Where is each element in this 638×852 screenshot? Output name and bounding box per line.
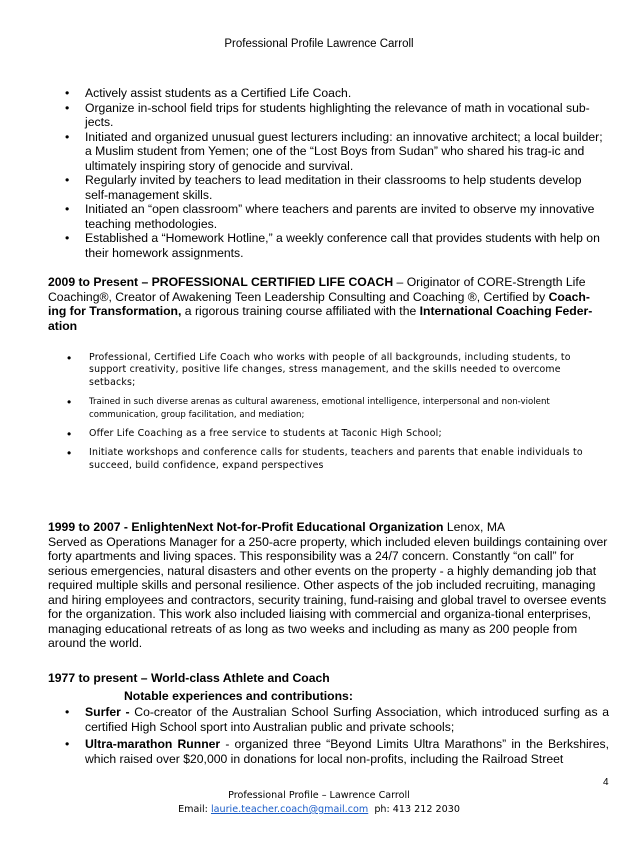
athlete-subheading: Notable experiences and contributions: [124, 689, 353, 703]
email-link[interactable]: laurie.teacher.coach@gmail.com [210, 804, 369, 815]
bullet-icon: • [65, 129, 70, 144]
list-item: • Initiate workshops and conference calls for students, teachers and parents that enable individuals to succeed, build confidence, expand perspectives [67, 446, 583, 471]
list-item: • Professional, Certified Life Coach who works with people of all backgrounds, including students, to support creativity, positive life changes, stress management, and the skills needed to overcome setbacks; [67, 351, 571, 388]
list-item: • Initiated an “open classroom” where teachers and parents are invited to observe my innovative teaching methodologies. [65, 202, 595, 231]
list-item: • Organize in-school field trips for students highlighting the relevance of math in vocational sub-jects. [65, 100, 590, 129]
bullet-icon: • [67, 351, 72, 365]
footer-title: Professional Profile – Lawrence Carroll [228, 790, 410, 801]
athlete-bullet-list [65, 705, 610, 766]
bullet-icon: • [65, 231, 70, 245]
bullet-icon: • [67, 427, 72, 442]
list-item: • Ultra-marathon Runner - organized three “Beyond Limits Ultra Marathons” in the Berkshires, which raised over $20,000 in donations for local non-profits, including the Railroad Street [65, 737, 610, 766]
footer-contact: Email: laurie.teacher.coach@gmail.com ph: 413 212 2030 [178, 804, 460, 815]
bullet-icon: • [65, 705, 70, 719]
bullet-icon: • [65, 737, 70, 751]
life-coach-bullet-list [67, 351, 609, 472]
list-item: • Actively assist students as a Certified Life Coach. [65, 86, 352, 100]
list-item: • Trained in such diverse arenas as cultural awareness, emotional intelligence, interpersonal and non-violent communication, group facilitation, and mediation; [67, 395, 550, 420]
bullet-icon: • [67, 446, 72, 461]
life-coach-section: 2009 to Present – PROFESSIONAL CERTIFIED LIFE COACH – Originator of CORE-Strength Life Coaching®, Creator of Awakening Teen Leadership Consulting and Coaching ®, Certified by Coach-ing for Transformation, a rigorous training course affiliated with the International Coaching Feder-ation [48, 275, 593, 333]
bullet-icon: • [65, 86, 70, 100]
page-header: Professional Profile Lawrence Carroll [224, 38, 414, 50]
section-heading: 2009 to Present – PROFESSIONAL CERTIFIED LIFE COACH [48, 275, 394, 289]
bullet-icon: • [65, 100, 70, 115]
bullet-icon: • [65, 202, 70, 216]
enlightennext-section: 1999 to 2007 - EnlightenNext Not-for-Profit Educational Organization Lenox, MA Served as Operations Manager for a 250-acre property, which included eleven buildings containing over forty apartments and living spaces. This responsibility was a 24/7 concern. Constantly “on call” for serious emergencies, natural disasters and other events on the property - a highly demanding job that required multiple skills and personal resilience. Other aspects of the job included recruiting, managing and hiring employees and contractors, security training, fund-raising and global travel to oversee events for the organization. This work also included liaising with commercial and organiza-tional enterprises, managing educational retreats of as long as two weeks and including as many as 200 people from around the world. [48, 520, 608, 650]
list-item: • Initiated and organized unusual guest lecturers including: an innovative architect; a local builder; a Muslim student from Yemen; one of the “Lost Boys from Sudan” who shared his trag-ic and ultimately inspiring story of genocide and survival. [65, 129, 603, 173]
bullet-icon: • [65, 173, 70, 187]
list-item: • Offer Life Coaching as a free service to students at Taconic High School; [67, 427, 442, 442]
section-body: Served as Operations Manager for a 250-acre property, which included eleven buildings containing over forty apartments and living spaces. This responsibility was a 24/7 concern. Constantly “on call” for serious emergencies, natural disasters and other events on the property - a highly demanding job that required multiple skills and personal resilience. Other aspects of the job included recruiting, managing and hiring employees and contractors, security training, fund-raising and global travel to oversee events for the organization. This work also included liaising with commercial and organiza-tional enterprises, managing educational retreats of as long as two weeks and including as many as 200 people from around the world. [48, 534, 608, 650]
athlete-section-heading: 1977 to present – World-class Athlete and Coach [48, 671, 330, 685]
teaching-bullet-list [65, 86, 607, 260]
page-number: 4 [603, 777, 609, 788]
list-item: • Regularly invited by teachers to lead meditation in their classrooms to help students develop self-management skills. [65, 173, 582, 202]
bullet-icon: • [67, 395, 72, 410]
list-item: • Established a “Homework Hotline,” a weekly conference call that provides students with help on their homework assignments. [65, 231, 600, 260]
phone-number: ph: 413 212 2030 [368, 804, 460, 815]
list-item: • Surfer - Co-creator of the Australian School Surfing Association, which introduced surfing as a certified High School sport into Australian public and private schools; [65, 705, 609, 734]
section-heading: 1999 to 2007 - EnlightenNext Not-for-Profit Educational Organization [48, 520, 444, 534]
